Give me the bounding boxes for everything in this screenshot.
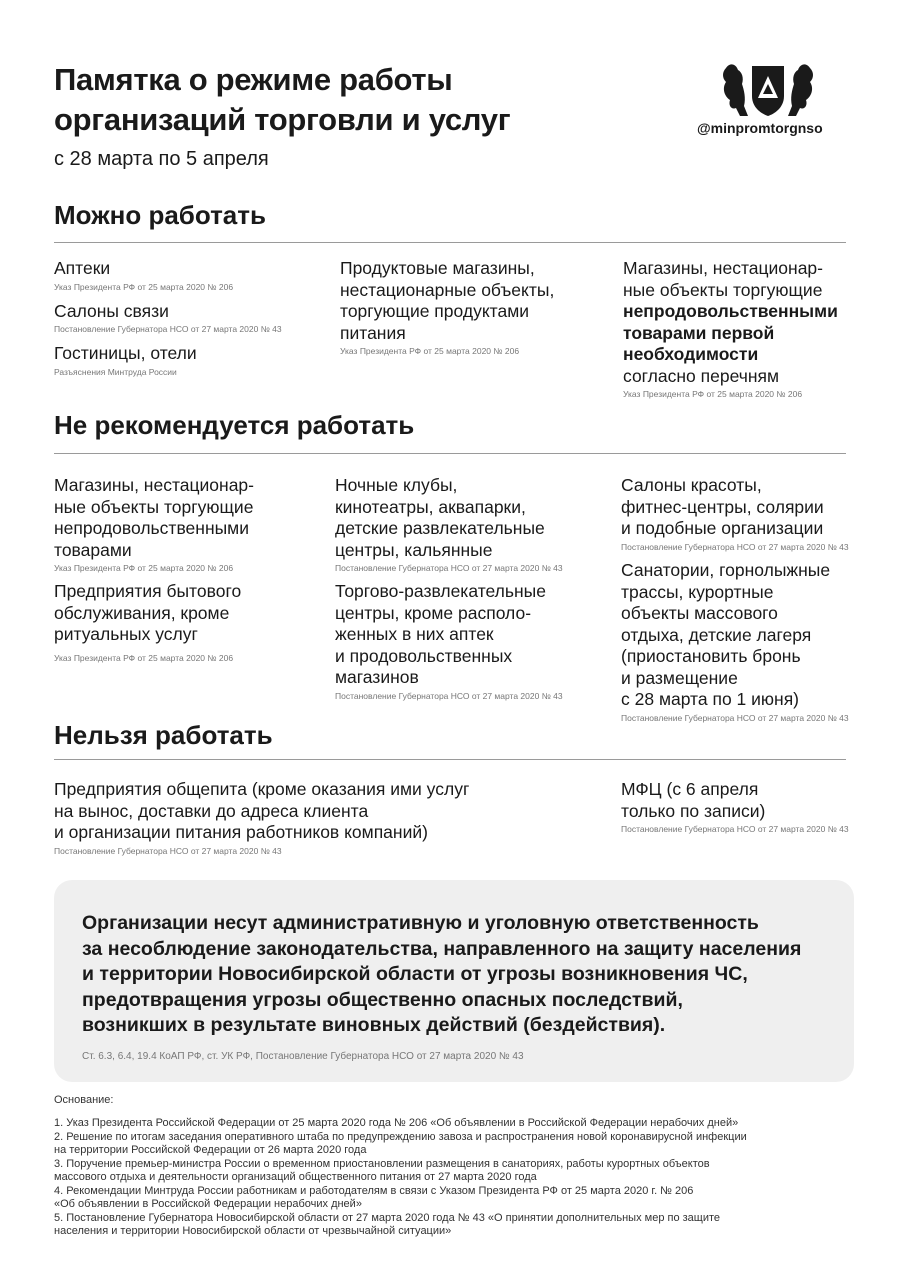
basis-label: Основание: (54, 1094, 114, 1106)
references-list: 1. Указ Президента Российской Федерации от 25 марта 2020 года № 206 «Об объявлении в Российской Федерации нерабочих дней» 2. Решение по итогам заседания оперативного штаба по предупреждению завоза и распространения новой коронавирусной инфекции на территории Российской Федерации от 26 марта 2020 года 3. Поручение премьер-министра России о временном приостановлении размещения в санаториях, работы курортных объектов массового отдыха и деятельности организаций общественного питания от 27 марта 2020 года 4. Рекомендации Минтруда России работникам и работодателям в связи с Указом Президента РФ от 25 марта 2020 г. № 206 «Об объявлении в Российской Федерации нерабочих дней» 5. Постановление Губернатора Новосибирской области от 27 марта 2020 года № 43 «О принятии дополнительных мер по защите населения и территории Новосибирской области от чрезвычайной ситуации» (54, 1117, 747, 1237)
allowed-column-1 (54, 258, 324, 378)
social-handle[interactable]: @minpromtorgnso (697, 120, 823, 136)
divider (54, 453, 846, 454)
section-heading-forbidden: Нельзя работать (54, 720, 273, 750)
list-item: Санатории, горнолыжные трассы, курортные объекты массового отдыха, детские лагеря (приостановить бронь и размещение с 28 марта по 1 июня) Постановление Губернатора НСО от 27 марта 2020 № 43 (621, 560, 849, 723)
section-heading-allowed: Можно работать (54, 200, 266, 230)
divider (54, 242, 846, 243)
list-item: Торгово-развлекательные центры, кроме располо- женных в них аптек и продовольственных магазинов Постановление Губернатора НСО от 27 марта 2020 № 43 (335, 581, 563, 701)
section-heading-not-recommended: Не рекомендуется работать (54, 410, 415, 440)
page-title: Памятка о режиме работы организаций торговли и услуг (54, 62, 511, 137)
divider (54, 759, 846, 760)
list-item: Салоны красоты, фитнес-центры, солярии и подобные организации Постановление Губернатора НСО от 27 марта 2020 № 43 (621, 475, 849, 552)
coat-of-arms-icon (718, 60, 818, 120)
list-item: Гостиницы, отели Разъяснения Минтруда России (54, 343, 197, 377)
warning-text: Организации несут административную и уголовную ответственность за несоблюдение законодательства, направленного на защиту населения и территории Новосибирской области от угрозы возникновения ЧС, предотвращения угрозы общественно опасных последствий, возникших в результате виновных действий (бездействия). (82, 912, 802, 1036)
list-item: МФЦ (с 6 апреля только по записи) Постановление Губернатора НСО от 27 марта 2020 № 43 (621, 779, 849, 834)
list-item: Магазины, нестационар- ные объекты торгующие непродовольственными товарами Указ Президента РФ от 25 марта 2020 № 206 (54, 475, 254, 573)
list-item: Предприятия бытового обслуживания, кроме ритуальных услуг Указ Президента РФ от 25 марта 2020 № 206 (54, 581, 242, 663)
list-item: Ночные клубы, кинотеатры, аквапарки, детские развлекательные центры, кальянные Постановление Губернатора НСО от 27 марта 2020 № 43 (335, 475, 563, 573)
list-item: Магазины, нестационар- ные объекты торгующие непродовольственными товарами первой необходимости согласно перечням Указ Президента РФ от 25 марта 2020 № 206 (623, 258, 838, 399)
list-item: Предприятия общепита (кроме оказания ими услуг на вынос, доставки до адреса клиента и организации питания работников компаний) Постановление Губернатора НСО от 27 марта 2020 № 43 (54, 779, 470, 856)
list-item: Салоны связи Постановление Губернатора НСО от 27 марта 2020 № 43 (54, 300, 282, 334)
list-item: Продуктовые магазины, нестационарные объекты, торгующие продуктами питания Указ Президента РФ от 25 марта 2020 № 206 (340, 258, 555, 356)
warning-source: Ст. 6.3, 6.4, 19.4 КоАП РФ, ст. УК РФ, Постановление Губернатора НСО от 27 марта 2020 № 43 (82, 1051, 524, 1062)
list-item: Аптеки Указ Президента РФ от 25 марта 2020 № 206 (54, 258, 234, 292)
date-range: с 28 марта по 5 апреля (54, 148, 269, 170)
